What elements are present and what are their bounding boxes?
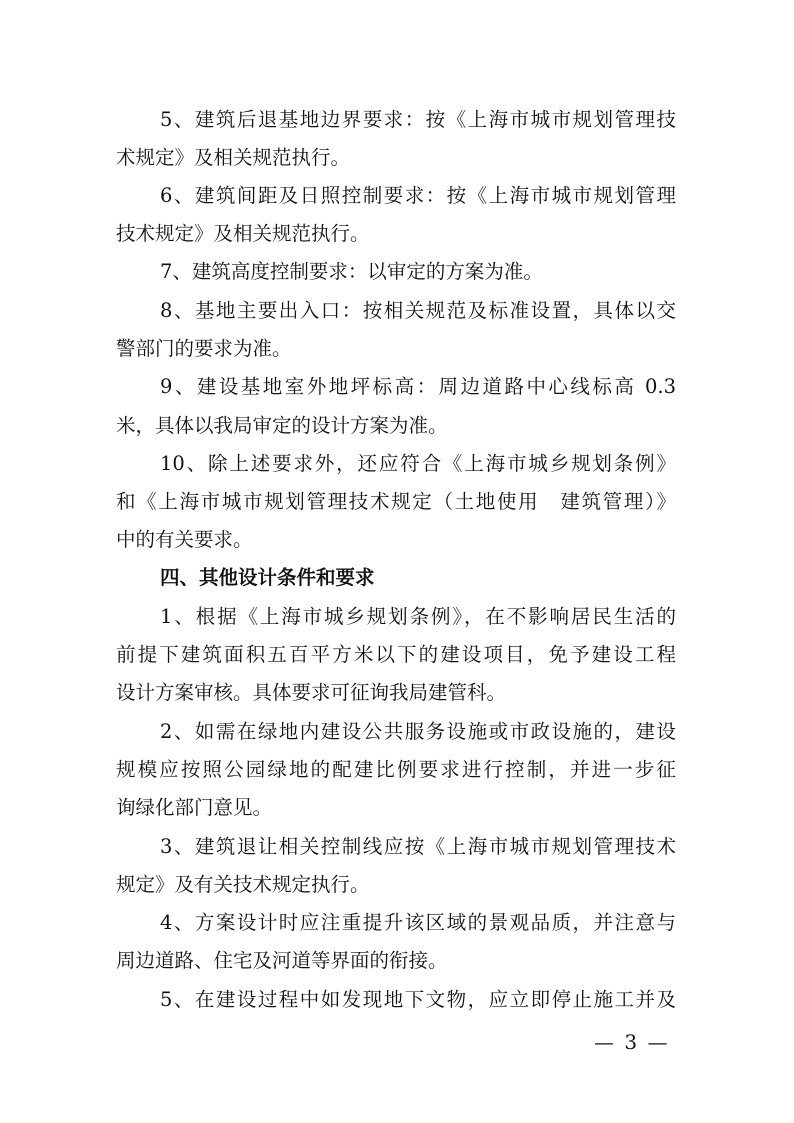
section-heading: 四、其他设计条件和要求 — [160, 566, 375, 589]
s5-line-1: 5、在建设过程中如发现地下文物，应立即停止施工并及 — [160, 988, 676, 1011]
p10-line-3: 中的有关要求。 — [116, 528, 253, 551]
p10-line-2: 和《上海市城市规划管理技术规定（土地使用 建筑管理）》 — [116, 490, 676, 513]
p5-line-1: 5、建筑后退基地边界要求：按《上海市城市规划管理技 — [160, 108, 676, 131]
p5-line-2: 术规定》及相关规范执行。 — [116, 146, 351, 169]
s2-line-3: 询绿化部门意见。 — [116, 796, 273, 819]
s3-line-2: 规定》及有关技术规定执行。 — [116, 873, 370, 896]
s2-line-2: 规模应按照公园绿地的配建比例要求进行控制，并进一步征 — [116, 758, 676, 781]
s1-line-3: 设计方案审核。具体要求可征询我局建管科。 — [116, 681, 507, 704]
s3-line-1: 3、建筑退让相关控制线应按《上海市城市规划管理技术 — [160, 835, 676, 858]
page-number: — 3 — — [594, 1030, 670, 1054]
p6-line-1: 6、建筑间距及日照控制要求：按《上海市城市规划管理 — [160, 184, 676, 207]
p9-line-2: 米，具体以我局审定的设计方案为准。 — [116, 414, 448, 437]
p6-line-2: 技术规定》及相关规范执行。 — [116, 222, 370, 245]
p8-line-2: 警部门的要求为准。 — [116, 337, 292, 360]
s2-line-1: 2、如需在绿地内建设公共服务设施或市政设施的，建设 — [160, 720, 676, 743]
p7-line-1: 7、建筑高度控制要求：以审定的方案为准。 — [160, 260, 543, 283]
s1-line-2: 前提下建筑面积五百平方米以下的建设项目，免予建设工程 — [116, 643, 676, 666]
s4-line-1: 4、方案设计时应注重提升该区域的景观品质，并注意与 — [160, 911, 676, 934]
p9-line-1: 9、建设基地室外地坪标高：周边道路中心线标高 0.3 — [160, 375, 676, 398]
s1-line-1: 1、根据《上海市城乡规划条例》，在不影响居民生活的 — [160, 605, 676, 628]
p8-line-1: 8、基地主要出入口：按相关规范及标准设置，具体以交 — [160, 299, 676, 322]
p10-line-1: 10、除上述要求外，还应符合《上海市城乡规划条例》 — [160, 452, 676, 475]
s4-line-2: 周边道路、住宅及河道等界面的衔接。 — [116, 949, 448, 972]
